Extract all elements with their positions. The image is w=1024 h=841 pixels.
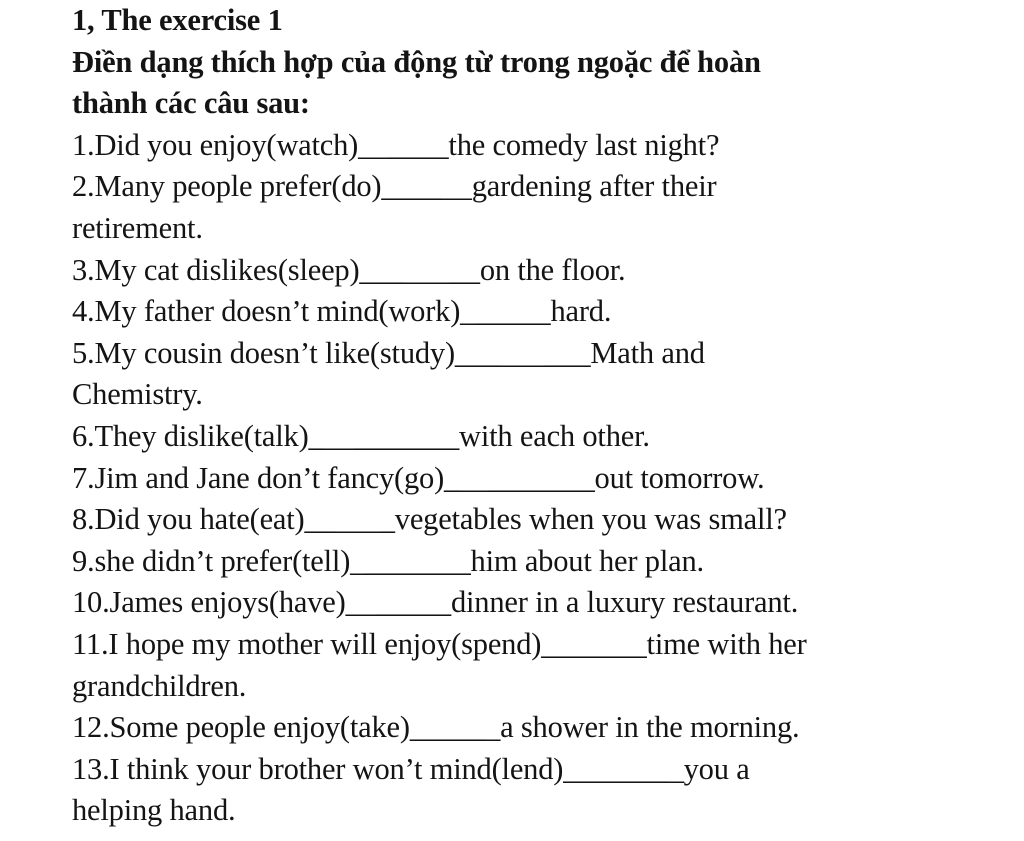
sentence-2-continuation: retirement. xyxy=(72,210,203,245)
sentence-6: 6.They dislike(talk)__________with each other. xyxy=(72,418,650,453)
sentence-13-continuation: helping hand. xyxy=(72,793,236,828)
exercise-title: 1, The exercise 1 xyxy=(72,3,283,37)
sentence-5: 5.My cousin doesn’t like(study)_________Math and xyxy=(72,335,705,370)
instruction-line-1: Điền dạng thích hợp của động từ trong ngoặc để hoàn xyxy=(72,44,761,79)
sentence-3: 3.My cat dislikes(sleep)________on the floor. xyxy=(72,252,626,287)
exercise-document xyxy=(72,0,1002,832)
sentence-11-continuation: grandchildren. xyxy=(72,668,247,703)
sentence-4: 4.My father doesn’t mind(work)______hard. xyxy=(72,294,612,329)
sentence-9: 9.she didn’t prefer(tell)________him about her plan. xyxy=(72,543,704,578)
instruction-line-2: thành các câu sau: xyxy=(72,86,310,121)
sentence-1: 1.Did you enjoy(watch)______the comedy last night? xyxy=(72,127,720,162)
sentence-2: 2.Many people prefer(do)______gardening after their xyxy=(72,169,717,204)
sentence-12: 12.Some people enjoy(take)______a shower in the morning. xyxy=(72,710,800,745)
sentence-10: 10.James enjoys(have)_______dinner in a luxury restaurant. xyxy=(72,585,799,620)
sentence-13: 13.I think your brother won’t mind(lend)________you a xyxy=(72,751,750,786)
sentence-7: 7.Jim and Jane don’t fancy(go)__________out tomorrow. xyxy=(72,460,765,495)
sentence-8: 8.Did you hate(eat)______vegetables when you was small? xyxy=(72,502,787,537)
sentence-5-continuation: Chemistry. xyxy=(72,377,203,412)
sentence-11: 11.I hope my mother will enjoy(spend)_______time with her xyxy=(72,626,807,661)
